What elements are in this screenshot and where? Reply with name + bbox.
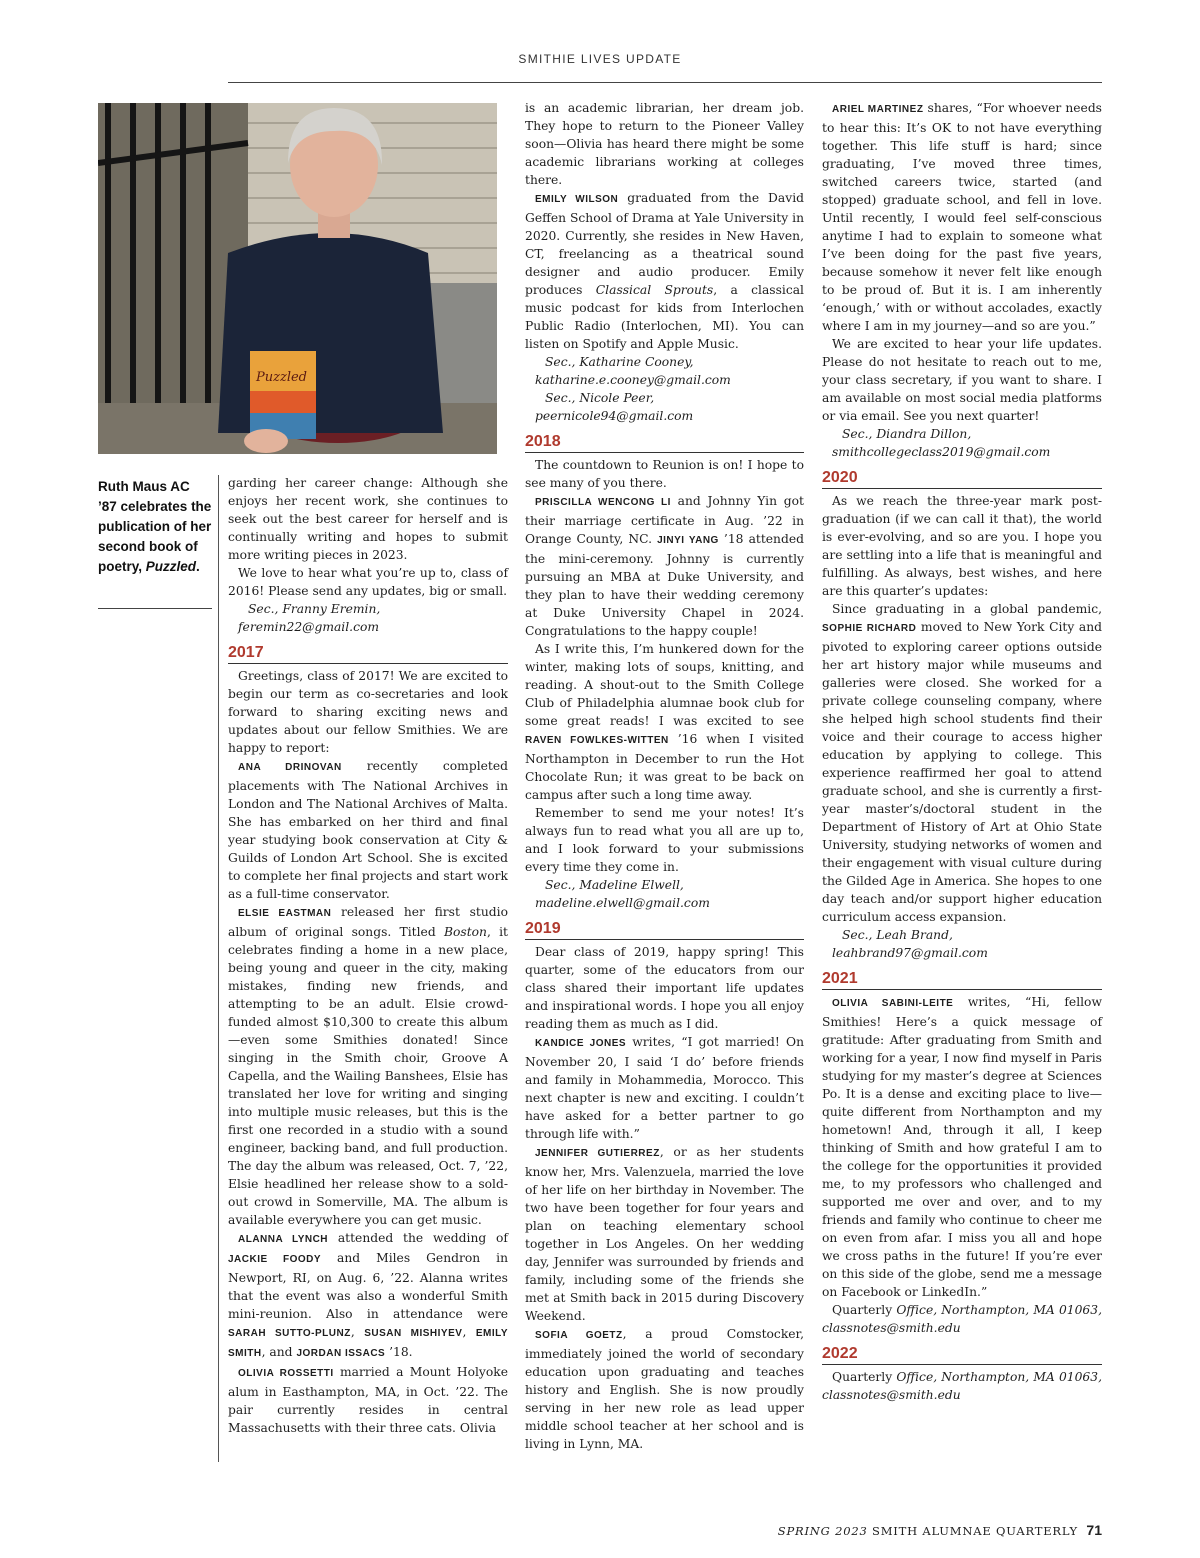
note-text: writes, “I got married! On November 20, I said ‘I do’ before friends and family in Mohammedia, Morocco. This next chapter is new and exciting. I couldn’t have asked for a better partner to go through life with.” (525, 1035, 804, 1141)
section-header: SMITHIE LIVES UPDATE (518, 52, 682, 66)
secretary-email: smithcollegeclass2019@gmail.com (832, 445, 1051, 459)
secretary-email: feremin22@gmail.com (238, 620, 380, 634)
paragraph: is an academic librarian, her dream job. They hope to return to the Pioneer Valley soon—Olivia has heard there might be some academic librarians working at colleges there. (525, 101, 804, 187)
note-emily-wilson (525, 189, 804, 353)
alum-name: SUSAN MISHIYEV (364, 1328, 463, 1339)
note-elsie-eastman (228, 903, 508, 1229)
paragraph: Remember to send me your notes! It’s always fun to read what you all are up to, and I look forward to your submissions every time they come in. (525, 806, 804, 874)
paragraph: We are excited to hear your life updates. Please do not hesitate to reach out to me, your class secretary, if you want to share. I am available on most social media platforms or via email. See you next quarter! (822, 337, 1102, 423)
note-kandice-jones (525, 1033, 804, 1143)
note-text: attended the wedding of (328, 1231, 508, 1245)
note-ana-drinovan (228, 757, 508, 903)
note-text: recently completed placements with The National Archives in London and The National Archives of Malta. She has embarked on her third and final year studying book conservation at City & Guilds of London Art School. She is excited to complete her final projects and start work as a full-time conservator. (228, 759, 508, 901)
note-olivia-sabini-leite (822, 993, 1102, 1301)
photo-illustration (98, 103, 497, 454)
alum-name: JENNIFER GUTIERREZ (535, 1148, 660, 1159)
class-year-heading-2018: 2018 (525, 433, 804, 453)
secretary-email: madeline.elwell@gmail.com (535, 896, 710, 910)
issue-season: SPRING 2023 (777, 1524, 868, 1538)
quarterly-office-address (822, 1368, 1102, 1404)
class-year-heading-2019: 2019 (525, 920, 804, 940)
class-year-heading-2020: 2020 (822, 469, 1102, 489)
secretary-name: Sec., Nicole Peer, (545, 391, 655, 405)
paragraph (525, 640, 804, 804)
paragraph: As we reach the three-year mark post-graduation (if we can call it that), the world is ever-evolving, and so are you. I hope you are settling into a life that is meaningful and fulfilling. As always, best wishes, and here are this quarter’s updates: (822, 494, 1102, 598)
address-text: Office, Northampton, MA 01063, classnotes@smith.edu (822, 1370, 1102, 1402)
note-text: , it celebrates finding a home in a new place, being young and queer in the city, making mistakes, finding new friends, and attempting to be an adult. Elsie crowd-funded almost $10,300 to create this album—even some Smithies donated! Since singing in the Smith choir, Groove A Capella, and the Wailing Banshees, Elsie has translated her love for writing and singing into multiple music releases, but this is the first one recorded in a studio with a sound engineer, backing band, and full production. The day the album was released, Oct. 7, ’22, Elsie headlined her release show to a sold-out crowd in Somerville, MA. The album is available everywhere you can get music. (228, 925, 508, 1227)
album-title: Boston (443, 925, 487, 939)
paragraph: garding her career change: Although she enjoys her recent work, she continues to seek out the best career for herself and is continually writing and hopes to submit more writing pieces in 2023. (228, 476, 508, 562)
hands (244, 429, 288, 453)
note-sophie-richard (822, 600, 1102, 926)
alum-name: SARAH SUTTO-PLUNZ (228, 1328, 351, 1339)
note-text: writes, “Hi, fellow Smithies! Here’s a quick message of gratitude: After graduating from Smith and working for a year, I now find myself in Paris studying for my master’s degree at Sciences Po. It is a dense and exciting place to live—quite different from Northampton and my hometown! And, through it all, I keep thinking of Smith and how grateful I am to the college for the opportunities it provided me, to my professors who challenged and supported me over and over, and to my friends and family who continue to cheer me on even from afar. I miss you all and hope we cross paths in the future! If you’re ever on this side of the globe, send me a message on Facebook or LinkedIn.” (822, 995, 1102, 1299)
note-olivia-rossetti (228, 1363, 508, 1437)
separator: , (350, 1325, 365, 1339)
caption-book-title: Puzzled (145, 559, 197, 574)
alum-name: RAVEN FOWLKES-WITTEN (525, 735, 669, 746)
photo-caption (98, 477, 212, 577)
note-text: ’18. (385, 1345, 413, 1359)
class-year-heading-2022: 2022 (822, 1345, 1102, 1365)
caption-end: . (196, 559, 200, 574)
paragraph: The countdown to Reunion is on! I hope to see many of you there. (525, 458, 804, 490)
note-text: and Johnny Yin got their marriage certificate in Aug. ’22 in Orange County, NC. (525, 494, 804, 546)
note-text: ’18 attended the mini-ceremony. Johnny is currently pursuing an MBA at Duke University, and they plan to have their wedding ceremony at Duke University Chapel in 2024. Congratulations to the happy couple! (525, 532, 804, 638)
note-sofia-goetz (525, 1325, 804, 1453)
alum-name: ALANNA LYNCH (238, 1234, 329, 1245)
note-alanna-lynch (228, 1229, 508, 1363)
note-text: ’16 when I visited Northampton in December to run the Hot Chocolate Run; it was great to be back on campus after such a long time away. (525, 732, 804, 802)
alum-name: JORDAN ISSACS (296, 1348, 386, 1359)
note-text: Quarterly (832, 1370, 897, 1384)
note-text: and Miles Gendron in Newport, RI, on Aug. 6, ’22. Alanna writes that the event was also a wonderful Smith mini-reunion. Also in attendance were (228, 1251, 508, 1321)
alum-name: EMILY SMITH (228, 1328, 509, 1359)
secretary-email: peernicole94@gmail.com (535, 409, 694, 423)
note-text: As I write this, I’m hunkered down for the winter, making lots of soups, knitting, and reading. A shout-out to the Smith College Club of Philadelphia alumnae book club for some great reads! I was excited to see (525, 642, 804, 728)
address-text: Office, Northampton, MA 01063, classnotes@smith.edu (822, 1303, 1102, 1335)
alum-name: KANDICE JONES (535, 1038, 627, 1049)
secretary-name: Sec., Franny Eremin, (248, 602, 381, 616)
secretary-name: Sec., Katharine Cooney, (545, 355, 694, 369)
alum-name: ELSIE EASTMAN (238, 908, 332, 919)
page-footer (778, 1522, 1102, 1538)
column-2 (525, 99, 804, 1453)
note-text: shares, “For whoever needs to hear this: It’s OK to not have everything together. This life stuff is hard; since graduating, I’ve moved three times, switched careers twice, started (and stopped) graduate school, and fell in love. Until recently, I would feel self-conscious anytime I had to explain to someone what I’ve been doing for the past five years, because somehow it never felt like enough to be proud of. But it is. I am inherently ‘enough,’ with or without accolades, exactly where I am in my journey—and so are you.” (822, 101, 1102, 333)
paragraph: Greetings, class of 2017! We are excited to begin our term as co-secretaries and look forward to sharing exciting news and updates about our fellow Smithies. We are happy to report: (228, 669, 508, 755)
secretary-email: leahbrand97@gmail.com (832, 946, 988, 960)
alum-name: OLIVIA SABINI-LEITE (832, 998, 954, 1009)
alum-name: SOPHIE RICHARD (822, 623, 917, 634)
note-priscilla-wencong-li (525, 492, 804, 640)
separator: , and (261, 1345, 297, 1359)
alum-name: PRISCILLA WENCONG LI (535, 497, 671, 508)
caption-rule (98, 608, 212, 609)
note-text: , or as her students know her, Mrs. Valenzuela, married the love of her life on her birthday in November. The two have been together for four years and plan on teaching elementary school together in Los Angeles. On her wedding day, Jennifer was surrounded by friends and family, including some of the friends she met at Smith back in 2015 during Discovery Weekend. (525, 1145, 804, 1323)
note-ariel-martinez (822, 99, 1102, 335)
podcast-title: Classical Sprouts (595, 283, 714, 297)
alum-name: SOFIA GOETZ (535, 1330, 623, 1341)
quarterly-office-address (822, 1301, 1102, 1337)
note-text: , a proud Comstocker, immediately joined the world of secondary education upon graduating and teaches history and English. She is now proudly serving in her new role as lead upper middle school teacher at her school and is living in Lynn, MA. (525, 1327, 804, 1451)
class-year-heading-2021: 2021 (822, 970, 1102, 990)
separator: , (462, 1325, 476, 1339)
secretary-name: Sec., Madeline Elwell, (545, 878, 684, 892)
note-text: released her first studio album of original songs. Titled (228, 905, 508, 939)
header-rule (228, 82, 1102, 83)
secretary-name: Sec., Leah Brand, (842, 928, 953, 942)
alum-name: ANA DRINOVAN (238, 762, 342, 773)
note-jennifer-gutierrez (525, 1143, 804, 1325)
note-text: , a classical music podcast for kids from Interlochen Public Radio (Interlochen, MI). You can listen on Spotify and Apple Music. (525, 283, 804, 351)
secretary-name: Sec., Diandra Dillon, (842, 427, 972, 441)
alum-name: ARIEL MARTINEZ (832, 104, 924, 115)
note-text: Quarterly (832, 1303, 897, 1317)
photo-ruth-maus (98, 103, 497, 454)
column-1 (228, 474, 508, 1437)
alum-name: JINYI YANG (657, 535, 719, 546)
note-text: graduated from the David Geffen School of Drama at Yale University in 2020. Currently, she resides in New Haven, CT, freelancing as a theatrical sound designer and audio producer. Emily produces (525, 191, 805, 297)
class-year-heading-2017: 2017 (228, 644, 508, 664)
note-text: married a Mount Holyoke alum in Easthampton, MA, in Oct. ’22. The pair currently resides in central Massachusetts with their three cats. Olivia (228, 1365, 508, 1435)
note-text: Since graduating in a global pandemic, (832, 602, 1102, 616)
page-number: 71 (1086, 1522, 1102, 1538)
alum-name: JACKIE FOODY (228, 1254, 322, 1265)
secretary-email: katharine.e.cooney@gmail.com (535, 373, 731, 387)
column-3 (822, 99, 1102, 1404)
paragraph: We love to hear what you’re up to, class of 2016! Please send any updates, big or small. (228, 566, 508, 598)
paragraph: Dear class of 2019, happy spring! This quarter, some of the educators from our class shared their important life updates and inspirational words. I hope you all enjoy reading them as much as I did. (525, 945, 804, 1031)
column-divider (218, 475, 219, 1462)
magazine-name: SMITH ALUMNAE QUARTERLY (872, 1524, 1078, 1538)
book-cover (250, 351, 316, 439)
alum-name: OLIVIA ROSSETTI (238, 1368, 334, 1379)
alum-name: EMILY WILSON (535, 194, 619, 205)
book-cover-title: Puzzled (256, 370, 307, 385)
caption-text: Ruth Maus AC ’87 celebrates the publication of her second book of poetry, (98, 479, 212, 574)
note-text: moved to New York City and pivoted to exploring career options outside her art history major while museums and galleries were closed. She worked for a private college counseling company, where she helped high school students find their voice and their courage to access higher education by applying to college. This experience reaffirmed her goal to attend graduate school, and she is currently a first-year master’s/doctoral student in the Department of History of Art at Ohio State University, studying networks of women and their engagement with visual culture during the Gilded Age in America. She hopes to one day teach and/or support higher education curriculum access expansion. (822, 620, 1102, 924)
